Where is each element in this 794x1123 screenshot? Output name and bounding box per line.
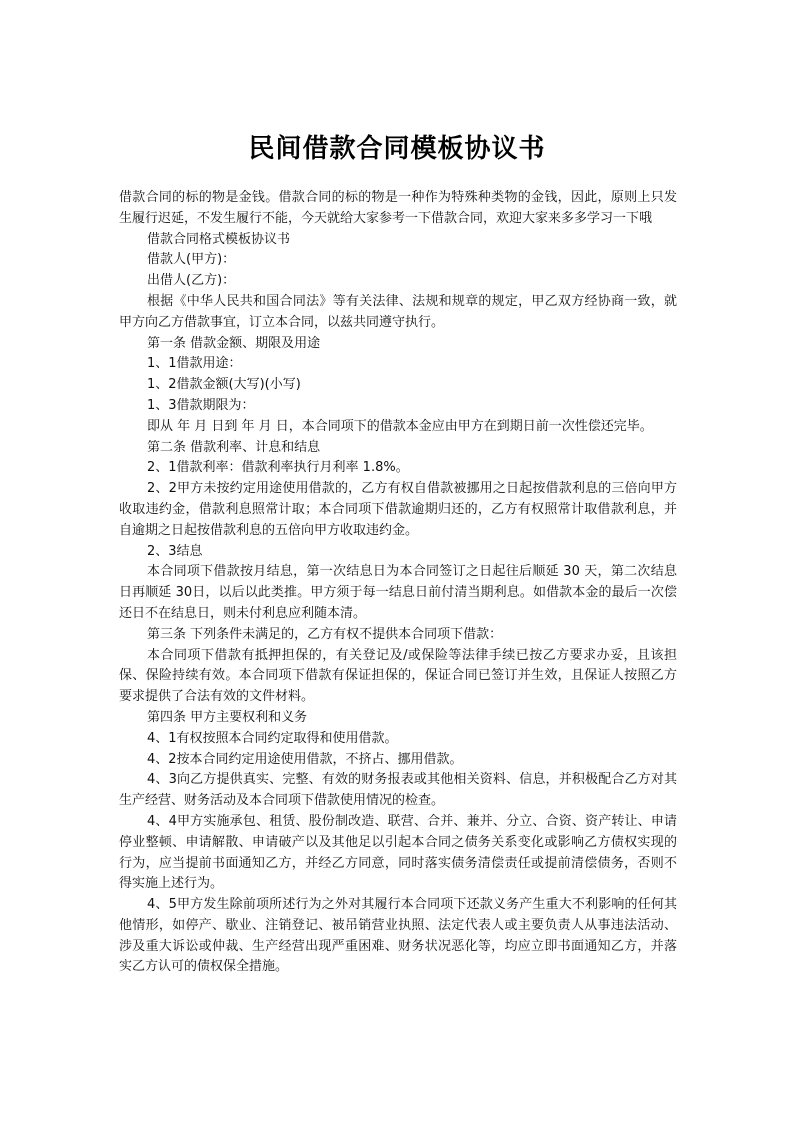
paragraph: 2、1借款利率：借款利率执行月利率 1.8%。 (147, 460, 409, 476)
paragraph: 借款合同格式模板协议书 (147, 231, 291, 247)
paragraph: 根据《中华人民共和国合同法》等有关法律、法规和规章的规定，甲乙双方经协商一致，就甲方向乙方借款事宜，订立本合同，以兹共同遵守执行。 (119, 293, 677, 330)
paragraph: 2、2甲方未按约定用途使用借款的，乙方有权自借款被挪用之日起按借款利息的三倍向甲方收取违约金，借款利息照常计取；本合同项下借款逾期归还的，乙方有权照常计取借款利息，并自逾期之日起按借款利息的五倍向甲方收取违约金。 (119, 481, 677, 538)
paragraph: 第二条 借款利率、计息和结息 (147, 439, 321, 455)
paragraph: 本合同项下借款按月结息，第一次结息日为本合同签订之日起往后顺延 30 天，第二次结息日再顺延 30日，以后以此类推。甲方须于每一结息日前付清当期利息。如借款本金的最后一次偿还日不在结息日，则未付利息应利随本清。 (119, 564, 677, 621)
paragraph: 第一条 借款金额、期限及用途 (147, 335, 321, 351)
paragraph: 1、1借款用途： (147, 356, 242, 372)
paragraph: 第三条 下列条件未满足的，乙方有权不提供本合同项下借款： (147, 626, 503, 642)
paragraph: 4、2按本合同约定用途使用借款，不挤占、挪用借款。 (147, 751, 463, 767)
paragraph: 4、4甲方实施承包、租赁、股份制改造、联营、合并、兼并、分立、合资、资产转让、申请停业整顿、申请解散、申请破产以及其他足以引起本合同之债务关系变化或影响乙方债权实现的行为，应当提前书面通知乙方，并经乙方同意，同时落实债务清偿责任或提前清偿债务，否则不得实施上述行为。 (119, 813, 677, 892)
paragraph: 1、3借款期限为： (147, 397, 255, 413)
document-title: 民间借款合同模板协议书 (248, 134, 546, 164)
paragraph: 4、3向乙方提供真实、完整、有效的财务报表或其他相关资料、信息，并积极配合乙方对其生产经营、财务活动及本合同项下借款使用情况的检查。 (119, 772, 677, 809)
paragraph: 第四条 甲方主要权利和义务 (147, 709, 308, 725)
document-body (119, 188, 677, 978)
paragraph: 2、3结息 (147, 543, 203, 559)
paragraph: 出借人(乙方)： (147, 273, 236, 289)
paragraph: 借款人(甲方)： (147, 252, 236, 268)
paragraph: 4、5甲方发生除前项所述行为之外对其履行本合同项下还款义务产生重大不利影响的任何其他情形，如停产、歇业、注销登记、被吊销营业执照、法定代表人或主要负责人从事违法活动、涉及重大诉讼或仲裁、生产经营出现严重困难、财务状况恶化等，均应立即书面通知乙方，并落实乙方认可的债权保全措施。 (119, 897, 677, 975)
paragraph: 本合同项下借款有抵押担保的，有关登记及/或保险等法律手续已按乙方要求办妥，且该担保、保险持续有效。本合同项下借款有保证担保的，保证合同已签订并生效，且保证人按照乙方要求提供了合法有效的文件材料。 (119, 647, 677, 705)
paragraph: 即从 年 月 日到 年 月 日，本合同项下的借款本金应由甲方在到期日前一次性偿还完毕。 (147, 418, 653, 434)
paragraph: 1、2借款金额(大写)(小写) (147, 377, 301, 393)
paragraph: 4、1有权按照本合同约定取得和使用借款。 (147, 730, 398, 746)
paragraph: 借款合同的标的物是金钱。借款合同的标的物是一种作为特殊种类物的金钱，因此，原则上只发生履行迟延，不发生履行不能，今天就给大家参考一下借款合同，欢迎大家来多多学习一下哦 (119, 190, 677, 226)
